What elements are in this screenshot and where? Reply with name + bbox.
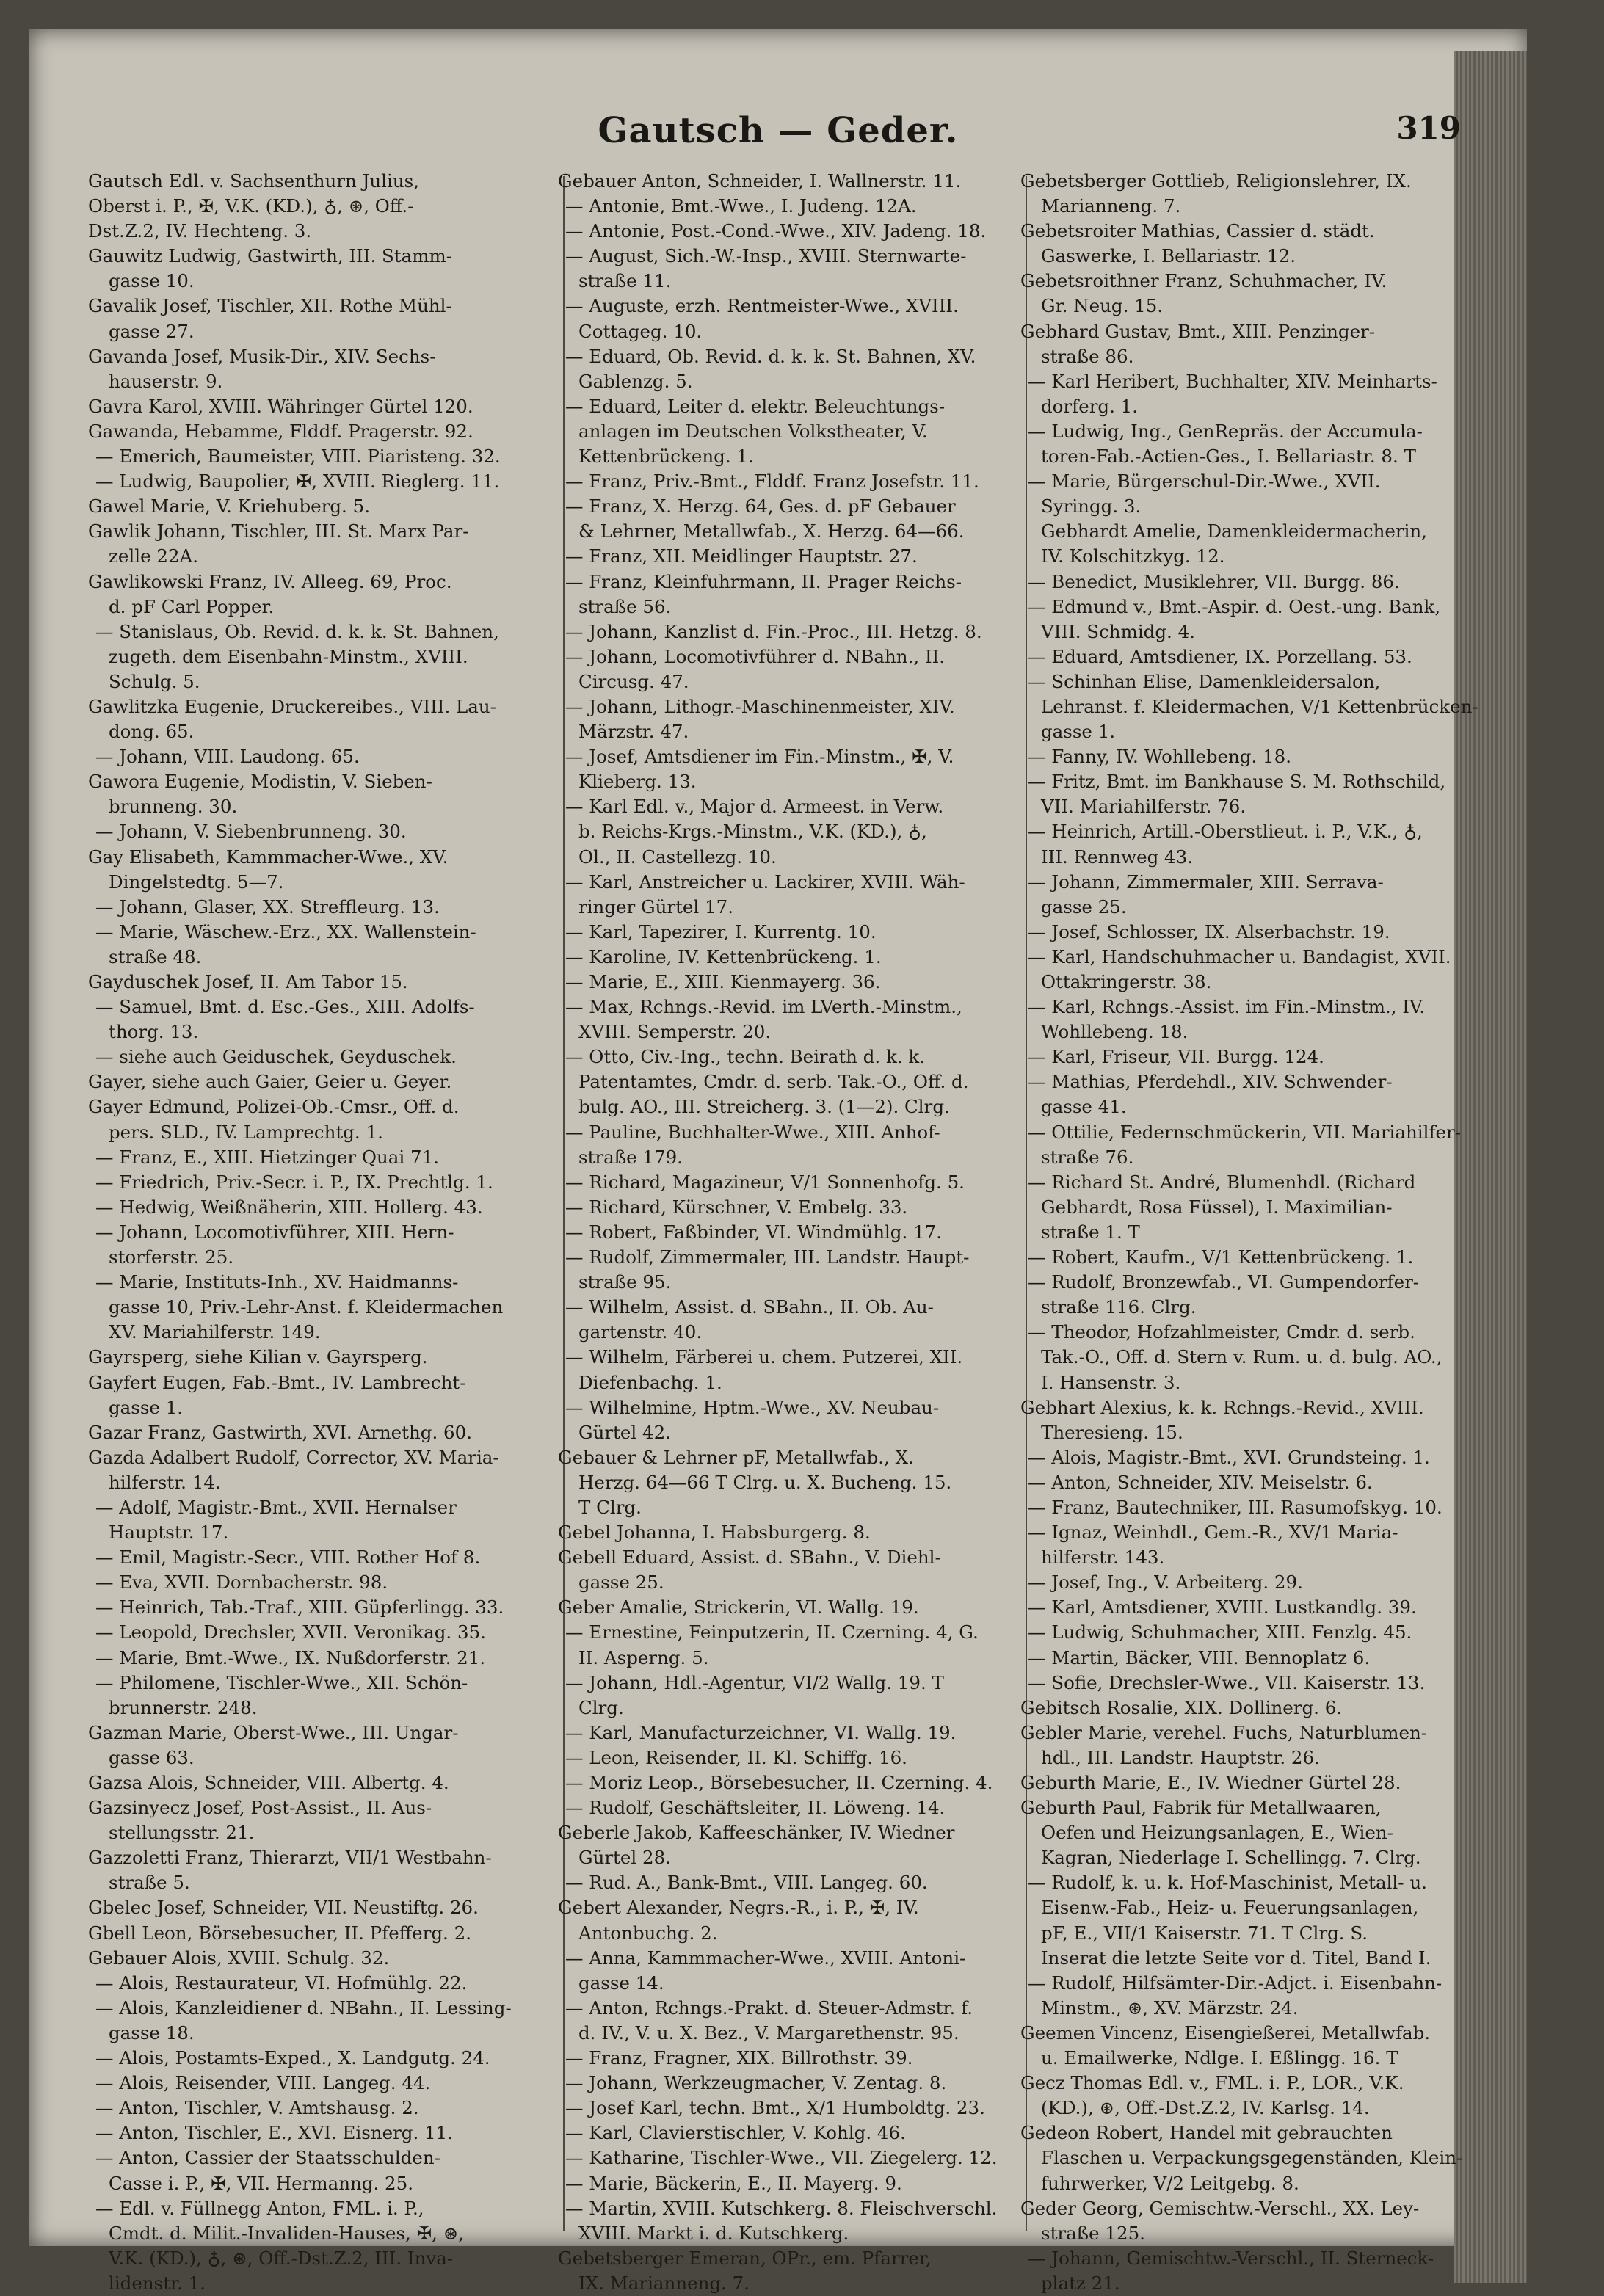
directory-line: — Karl, Manufacturzeichner, VI. Wallg. 19.: [565, 1721, 957, 1743]
directory-line: — Anton, Tischler, V. Amtshausg. 2.: [95, 2097, 419, 2119]
directory-line: Gazman Marie, Oberst-Wwe., III. Ungar-: [88, 1721, 459, 1743]
directory-line: — Katharine, Tischler-Wwe., VII. Ziegelerg. 12.: [565, 2147, 998, 2169]
directory-line: Gebetsroithner Franz, Schuhmacher, IV.: [1020, 270, 1387, 292]
directory-line: platz 21.: [1041, 2272, 1120, 2294]
directory-line: — Robert, Faßbinder, VI. Windmühlg. 17.: [565, 1221, 943, 1243]
directory-line: bulg. AO., III. Streicherg. 3. (1—2). Clrg.: [578, 1096, 950, 1118]
directory-line: — Alois, Postamts-Exped., X. Landgutg. 24.: [95, 2047, 490, 2069]
directory-line: I. Hansenstr. 3.: [1041, 1371, 1181, 1393]
directory-line: storferstr. 25.: [109, 1246, 234, 1268]
directory-line: V.K. (KD.), ♁, ⊛, Off.-Dst.Z.2, III. Inva-: [109, 2247, 454, 2269]
directory-line: — Johann, Locomotivführer d. NBahn., II.: [565, 645, 946, 667]
directory-line: straße 86.: [1041, 345, 1134, 367]
directory-line: — Martin, Bäcker, VIII. Bennoplatz 6.: [1028, 1646, 1371, 1668]
directory-line: — Rudolf, Zimmermaler, III. Landstr. Haupt-: [565, 1246, 970, 1268]
column-2: [558, 169, 1013, 2294]
directory-line: Gazzoletti Franz, Thierarzt, VII/1 Westbahn-: [88, 1847, 492, 1869]
directory-line: toren-Fab.-Actien-Ges., I. Bellariastr. 8. T: [1041, 446, 1416, 468]
directory-line: — August, Sich.-W.-Insp., XVIII. Sternwarte-: [565, 245, 967, 267]
column-1: [88, 169, 543, 2294]
directory-line: Dst.Z.2, IV. Hechteng. 3.: [88, 220, 312, 242]
directory-line: Gebert Alexander, Negrs.-R., i. P., ✠, IV.: [558, 1897, 919, 1919]
directory-line: Gebetsberger Emeran, OPr., em. Pfarrer,: [558, 2247, 932, 2269]
directory-line: Geburth Paul, Fabrik für Metallwaaren,: [1020, 1797, 1382, 1819]
directory-line: Gebel Johanna, I. Habsburgerg. 8.: [558, 1522, 871, 1544]
directory-line: Gawlikowski Franz, IV. Alleeg. 69, Proc.: [88, 570, 452, 592]
directory-line: stellungsstr. 21.: [109, 1822, 255, 1844]
directory-line: Gazsinyecz Josef, Post-Assist., II. Aus-: [88, 1797, 432, 1819]
directory-page: [29, 29, 1527, 2294]
directory-line: gasse 25.: [1041, 895, 1127, 918]
directory-line: Ol., II. Castellezg. 10.: [578, 846, 777, 868]
directory-line: Gauwitz Ludwig, Gastwirth, III. Stamm-: [88, 245, 453, 267]
directory-line: Gecz Thomas Edl. v., FML. i. P., LOR., V.K.: [1020, 2072, 1404, 2094]
directory-line: Gbelec Josef, Schneider, VII. Neustiftg. 26.: [88, 1897, 479, 1919]
directory-line: — Ludwig, Schuhmacher, XIII. Fenzlg. 45.: [1028, 1621, 1412, 1643]
directory-line: IX. Marianneng. 7.: [578, 2272, 750, 2294]
directory-line: Lehranst. f. Kleidermachen, V/1 Kettenbrücken-: [1041, 695, 1478, 717]
directory-line: — Franz, Bautechniker, III. Rasumofskyg. 10.: [1028, 1496, 1442, 1518]
directory-line: Eisenw.-Fab., Heiz- u. Feuerungsanlagen,: [1041, 1897, 1419, 1919]
directory-line: gasse 10, Priv.-Lehr-Anst. f. Kleidermachen: [109, 1296, 504, 1318]
directory-line: Gazar Franz, Gastwirth, XVI. Arnethg. 60.: [88, 1421, 473, 1443]
directory-line: — Johann, Werkzeugmacher, V. Zentag. 8.: [565, 2072, 947, 2094]
directory-line: Herzg. 64—66 T Clrg. u. X. Bucheng. 15.: [578, 1471, 952, 1493]
directory-line: — Franz, Priv.-Bmt., Flddf. Franz Josefstr. 11.: [565, 471, 979, 493]
directory-line: — Adolf, Magistr.-Bmt., XVII. Hernalser: [95, 1496, 457, 1518]
directory-line: — Emil, Magistr.-Secr., VIII. Rother Hof 8.: [95, 1547, 481, 1569]
directory-line: Gebhard Gustav, Bmt., XIII. Penzinger-: [1020, 320, 1376, 342]
directory-line: — Marie, Bäckerin, E., II. Mayerg. 9.: [565, 2172, 902, 2194]
directory-line: Gawlik Johann, Tischler, III. St. Marx Par-: [88, 520, 469, 542]
directory-line: — Mathias, Pferdehdl., XIV. Schwender-: [1028, 1071, 1393, 1093]
directory-line: — Antonie, Bmt.-Wwe., I. Judeng. 12A.: [565, 195, 917, 217]
directory-line: Geberle Jakob, Kaffeeschänker, IV. Wiedner: [558, 1822, 955, 1844]
directory-line: — Franz, E., XIII. Hietzinger Quai 71.: [95, 1146, 439, 1168]
directory-line: straße 56.: [578, 595, 672, 617]
directory-line: Gebetsberger Gottlieb, Religionslehrer, IX.: [1020, 170, 1412, 192]
directory-line: — Johann, Gemischtw.-Verschl., II. Sterneck-: [1028, 2247, 1434, 2269]
directory-line: lidenstr. 1.: [109, 2272, 206, 2294]
directory-line: Gebauer Alois, XVIII. Schulg. 32.: [88, 1947, 390, 1969]
directory-line: hauserstr. 9.: [109, 370, 223, 392]
directory-line: — Karl, Handschuhmacher u. Bandagist, XVII.: [1028, 945, 1451, 967]
directory-line: straße 5.: [109, 1872, 190, 1894]
directory-line: Gayrsperg, siehe Kilian v. Gayrsperg.: [88, 1346, 428, 1368]
directory-line: gasse 41.: [1041, 1096, 1127, 1118]
directory-line: Inserat die letzte Seite vor d. Titel, Band I.: [1041, 1947, 1431, 1969]
directory-line: Gebler Marie, verehel. Fuchs, Naturblumen-: [1020, 1721, 1428, 1743]
directory-line: straße 179.: [578, 1146, 683, 1168]
directory-line: Gürtel 42.: [578, 1421, 671, 1443]
directory-line: Clrg.: [578, 1696, 624, 1718]
directory-line: Gebhart Alexius, k. k. Rchngs.-Revid., XVIII.: [1020, 1396, 1424, 1418]
directory-line: — siehe auch Geiduschek, Geyduschek.: [95, 1046, 457, 1068]
directory-line: — Anna, Kammmacher-Wwe., XVIII. Antoni-: [565, 1947, 966, 1969]
directory-line: IV. Kolschitzkyg. 12.: [1041, 545, 1225, 567]
directory-line: Gebauer Anton, Schneider, I. Wallnerstr. 11.: [558, 170, 962, 192]
directory-line: XVIII. Semperstr. 20.: [578, 1021, 772, 1043]
directory-line: — Rudolf, k. u. k. Hof-Maschinist, Metall- u.: [1028, 1872, 1427, 1894]
directory-line: hilferstr. 14.: [109, 1471, 221, 1493]
directory-line: — Anton, Schneider, XIV. Meiselstr. 6.: [1028, 1471, 1373, 1493]
directory-line: — Karoline, IV. Kettenbrückeng. 1.: [565, 945, 882, 967]
directory-line: — Karl Heribert, Buchhalter, XIV. Meinharts-: [1028, 370, 1437, 392]
directory-line: — Rudolf, Hilfsämter-Dir.-Adjct. i. Eisenbahn-: [1028, 1972, 1442, 1994]
directory-line: — Alois, Restaurateur, VI. Hofmühlg. 22.: [95, 1972, 468, 1994]
directory-line: Gawlitzka Eugenie, Druckereibes., VIII. Lau-: [88, 695, 496, 717]
page-header: [29, 110, 1527, 169]
directory-line: — Marie, Wäschew.-Erz., XX. Wallenstein-: [95, 920, 476, 942]
directory-line: Gablenzg. 5.: [578, 370, 693, 392]
directory-columns: [88, 169, 1478, 2294]
directory-line: b. Reichs-Krgs.-Minstm., V.K. (KD.), ♁,: [578, 821, 927, 843]
directory-line: Gavalik Josef, Tischler, XII. Rothe Mühl-: [88, 295, 452, 317]
directory-line: — Philomene, Tischler-Wwe., XII. Schön-: [95, 1671, 468, 1693]
directory-line: straße 95.: [578, 1271, 672, 1293]
directory-line: Märzstr. 47.: [578, 721, 689, 743]
directory-line: — Robert, Kaufm., V/1 Kettenbrückeng. 1.: [1028, 1246, 1414, 1268]
directory-line: XVIII. Markt i. d. Kutschkerg.: [578, 2222, 849, 2244]
directory-line: — Marie, E., XIII. Kienmayerg. 36.: [565, 971, 881, 992]
directory-line: — Fanny, IV. Wohllebeng. 18.: [1028, 746, 1292, 768]
directory-line: — Richard St. André, Blumenhdl. (Richard: [1028, 1171, 1416, 1193]
directory-line: — Anton, Tischler, E., XVI. Eisnerg. 11.: [95, 2122, 454, 2144]
directory-line: Gayduschek Josef, II. Am Tabor 15.: [88, 971, 408, 992]
directory-line: Antonbuchg. 2.: [578, 1922, 718, 1944]
directory-line: VII. Mariahilferstr. 76.: [1041, 796, 1246, 818]
directory-line: — Josef, Ing., V. Arbeiterg. 29.: [1028, 1572, 1303, 1594]
directory-line: T Clrg.: [578, 1496, 642, 1518]
directory-line: gasse 18.: [109, 2021, 195, 2043]
directory-line: — Josef, Schlosser, IX. Alserbachstr. 19.: [1028, 920, 1390, 942]
directory-line: — Johann, V. Siebenbrunneng. 30.: [95, 821, 407, 843]
directory-line: — Karl, Anstreicher u. Lackirer, XVIII. Wäh-: [565, 871, 965, 893]
directory-line: Gebetsroiter Mathias, Cassier d. städt.: [1020, 220, 1375, 242]
directory-line: — Rudolf, Bronzewfab., VI. Gumpendorfer-: [1028, 1271, 1420, 1293]
directory-line: gasse 10.: [109, 270, 195, 292]
directory-line: Gayer, siehe auch Gaier, Geier u. Geyer.: [88, 1071, 452, 1093]
directory-line: Cottageg. 10.: [578, 320, 703, 342]
directory-line: Gazsa Alois, Schneider, VIII. Albertg. 4.: [88, 1772, 449, 1793]
directory-line: hdl., III. Landstr. Hauptstr. 26.: [1041, 1746, 1320, 1768]
directory-line: straße 76.: [1041, 1146, 1134, 1168]
directory-line: thorg. 13.: [109, 1021, 199, 1043]
directory-line: Geder Georg, Gemischtw.-Verschl., XX. Ley-: [1020, 2197, 1420, 2219]
directory-line: Klieberg. 13.: [578, 771, 697, 793]
directory-line: — Heinrich, Tab.-Traf., XIII. Güpferlingg. 33.: [95, 1596, 504, 1619]
directory-line: Gautsch Edl. v. Sachsenthurn Julius,: [88, 170, 419, 192]
directory-line: Gebitsch Rosalie, XIX. Dollinerg. 6.: [1020, 1696, 1343, 1718]
directory-line: — Fritz, Bmt. im Bankhause S. M. Rothschild,: [1028, 771, 1446, 793]
directory-line: — Johann, Hdl.-Agentur, VI/2 Wallg. 19. T: [565, 1671, 944, 1693]
directory-line: gartenstr. 40.: [578, 1321, 703, 1343]
directory-line: Theresieng. 15.: [1041, 1421, 1183, 1443]
directory-line: Gebell Eduard, Assist. d. SBahn., V. Diehl-: [558, 1547, 941, 1569]
directory-line: Oefen und Heizungsanlagen, E., Wien-: [1041, 1822, 1393, 1844]
directory-line: Casse i. P., ✠, VII. Hermanng. 25.: [109, 2172, 414, 2194]
directory-line: — Wilhelm, Assist. d. SBahn., II. Ob. Au-: [565, 1296, 934, 1318]
directory-line: Gebhardt, Rosa Füssel), I. Maximilian-: [1041, 1196, 1393, 1218]
directory-line: Flaschen u. Verpackungsgegenständen, Klein-: [1041, 2147, 1463, 2169]
directory-line: Marianneng. 7.: [1041, 195, 1181, 217]
directory-line: — Johann, Zimmermaler, XIII. Serrava-: [1028, 871, 1384, 893]
directory-line: — Johann, VIII. Laudong. 65.: [95, 746, 360, 768]
directory-line: — Leopold, Drechsler, XVII. Veronikag. 35.: [95, 1621, 486, 1643]
directory-line: — Karl, Clavierstischler, V. Kohlg. 46.: [565, 2122, 906, 2144]
directory-line: — Franz, Kleinfuhrmann, II. Prager Reichs-: [565, 570, 962, 592]
directory-line: — Franz, X. Herzg. 64, Ges. d. pF Gebauer: [565, 495, 956, 517]
directory-line: Gawel Marie, V. Kriehuberg. 5.: [88, 495, 371, 517]
directory-line: — Antonie, Post.-Cond.-Wwe., XIV. Jadeng. 18.: [565, 220, 987, 242]
directory-line: Gayer Edmund, Polizei-Ob.-Cmsr., Off. d.: [88, 1096, 460, 1118]
directory-line: — Theodor, Hofzahlmeister, Cmdr. d. serb.: [1028, 1321, 1415, 1343]
directory-line: straße 48.: [109, 945, 202, 967]
directory-line: — Ernestine, Feinputzerin, II. Czerning. 4, G.: [565, 1621, 979, 1643]
directory-line: — Johann, Glaser, XX. Streffleurg. 13.: [95, 895, 440, 918]
directory-line: Oberst i. P., ✠, V.K. (KD.), ♁, ⊛, Off.-: [88, 195, 414, 217]
directory-line: — Auguste, erzh. Rentmeister-Wwe., XVIII.: [565, 295, 959, 317]
directory-line: — Franz, Fragner, XIX. Billrothstr. 39.: [565, 2047, 913, 2069]
directory-line: — Hedwig, Weißnäherin, XIII. Hollerg. 43.: [95, 1196, 483, 1218]
directory-line: Patentamtes, Cmdr. d. serb. Tak.-O., Off. d.: [578, 1071, 969, 1093]
directory-line: dong. 65.: [109, 721, 195, 743]
directory-line: Gawanda, Hebamme, Flddf. Pragerstr. 92.: [88, 420, 473, 442]
directory-line: Kagran, Niederlage I. Schellingg. 7. Clrg.: [1041, 1847, 1421, 1869]
directory-line: — Richard, Magazineur, V/1 Sonnenhofg. 5.: [565, 1171, 965, 1193]
directory-line: — Johann, Lithogr.-Maschinenmeister, XIV.: [565, 695, 955, 717]
directory-line: u. Emailwerke, Ndlge. I. Eßlingg. 16. T: [1041, 2047, 1398, 2069]
directory-line: — Eduard, Ob. Revid. d. k. k. St. Bahnen, XV.: [565, 345, 976, 367]
directory-line: d. IV., V. u. X. Bez., V. Margarethenstr. 95.: [578, 2021, 959, 2043]
directory-line: Gayfert Eugen, Fab.-Bmt., IV. Lambrecht-: [88, 1371, 466, 1393]
directory-line: — Anton, Cassier der Staatsschulden-: [95, 2147, 440, 2169]
directory-line: gasse 63.: [109, 1746, 195, 1768]
directory-line: — Franz, XII. Meidlinger Hauptstr. 27.: [565, 545, 918, 567]
directory-line: Hauptstr. 17.: [109, 1522, 229, 1544]
directory-line: pF, E., VII/1 Kaiserstr. 71. T Clrg. S.: [1041, 1922, 1368, 1944]
directory-line: Gay Elisabeth, Kammmacher-Wwe., XV.: [88, 846, 449, 868]
directory-line: — Heinrich, Artill.-Oberstlieut. i. P., V.K., ♁,: [1028, 821, 1423, 843]
directory-line: Circusg. 47.: [578, 670, 689, 692]
directory-line: gasse 27.: [109, 320, 195, 342]
directory-line: — Alois, Kanzleidiener d. NBahn., II. Lessing-: [95, 1997, 512, 2019]
directory-line: — Eduard, Amtsdiener, IX. Porzellang. 53.: [1028, 645, 1412, 667]
directory-line: — Otto, Civ.-Ing., techn. Beirath d. k. k.: [565, 1046, 926, 1068]
directory-line: gasse 1.: [109, 1396, 184, 1418]
directory-line: Geber Amalie, Strickerin, VI. Wallg. 19.: [558, 1596, 919, 1619]
directory-line: hilferstr. 143.: [1041, 1547, 1165, 1569]
directory-line: straße 125.: [1041, 2222, 1145, 2244]
directory-line: — Martin, XVIII. Kutschkerg. 8. Fleischverschl.: [565, 2197, 998, 2219]
directory-line: — Alois, Reisender, VIII. Langeg. 44.: [95, 2072, 431, 2094]
directory-line: — Karl, Friseur, VII. Burgg. 124.: [1028, 1046, 1324, 1068]
directory-line: zelle 22A.: [109, 545, 199, 567]
directory-line: Ottakringerstr. 38.: [1041, 971, 1212, 992]
directory-line: — Wilhelm, Färberei u. chem. Putzerei, XII.: [565, 1346, 963, 1368]
directory-line: XV. Mariahilferstr. 149.: [109, 1321, 321, 1343]
directory-line: straße 1. T: [1041, 1221, 1140, 1243]
directory-line: Geburth Marie, E., IV. Wiedner Gürtel 28.: [1020, 1772, 1401, 1793]
directory-line: — Friedrich, Priv.-Secr. i. P., IX. Prechtlg. 1.: [95, 1171, 493, 1193]
directory-line: — Leon, Reisender, II. Kl. Schiffg. 16.: [565, 1746, 907, 1768]
directory-line: gasse 1.: [1041, 721, 1116, 743]
directory-line: — Josef, Amtsdiener im Fin.-Minstm., ✠, V.: [565, 746, 954, 768]
directory-line: (KD.), ⊛, Off.-Dst.Z.2, IV. Karlsg. 14.: [1041, 2097, 1370, 2119]
directory-line: Gavanda Josef, Musik-Dir., XIV. Sechs-: [88, 345, 436, 367]
directory-line: gasse 25.: [578, 1572, 664, 1594]
directory-line: Gr. Neug. 15.: [1041, 295, 1164, 317]
directory-line: Diefenbachg. 1.: [578, 1371, 722, 1393]
directory-line: — Ignaz, Weinhdl., Gem.-R., XV/1 Maria-: [1028, 1522, 1398, 1544]
directory-line: — Marie, Instituts-Inh., XV. Haidmanns-: [95, 1271, 459, 1293]
directory-line: — Edmund v., Bmt.-Aspir. d. Oest.-ung. Bank,: [1028, 595, 1441, 617]
directory-line: — Emerich, Baumeister, VIII. Piaristeng. 32.: [95, 446, 501, 468]
directory-line: — Wilhelmine, Hptm.-Wwe., XV. Neubau-: [565, 1396, 940, 1418]
directory-line: straße 116. Clrg.: [1041, 1296, 1197, 1318]
directory-line: — Karl Edl. v., Major d. Armeest. in Verw.: [565, 796, 944, 818]
directory-line: Gazda Adalbert Rudolf, Corrector, XV. Maria-: [88, 1446, 499, 1468]
directory-line: brunneng. 30.: [109, 796, 238, 818]
directory-line: Gawora Eugenie, Modistin, V. Sieben-: [88, 771, 432, 793]
directory-line: — Karl, Rchngs.-Assist. im Fin.-Minstm., IV.: [1028, 996, 1426, 1018]
directory-line: Gbell Leon, Börsebesucher, II. Pfefferg. 2.: [88, 1922, 471, 1944]
directory-line: — Sofie, Drechsler-Wwe., VII. Kaiserstr. 13.: [1028, 1671, 1426, 1693]
directory-line: Gebhardt Amelie, Damenkleidermacherin,: [1041, 520, 1427, 542]
directory-line: — Johann, Kanzlist d. Fin.-Proc., III. Hetzg. 8.: [565, 620, 982, 642]
directory-line: ringer Gürtel 17.: [578, 895, 734, 918]
directory-line: — Marie, Bürgerschul-Dir.-Wwe., XVII.: [1028, 471, 1381, 493]
directory-line: — Benedict, Musiklehrer, VII. Burgg. 86.: [1028, 570, 1400, 592]
directory-line: Cmdt. d. Milit.-Invaliden-Hauses, ✠, ⊛,: [109, 2222, 465, 2244]
directory-line: & Lehrner, Metallwfab., X. Herzg. 64—66.: [578, 520, 965, 542]
directory-line: d. pF Carl Popper.: [109, 595, 275, 617]
directory-line: — Karl, Amtsdiener, XVIII. Lustkandlg. 39.: [1028, 1596, 1417, 1619]
directory-line: — Ottilie, Federnschmückerin, VII. Mariahilfer-: [1028, 1121, 1462, 1143]
directory-line: — Ludwig, Ing., GenRepräs. der Accumula-: [1028, 420, 1423, 442]
directory-line: — Stanislaus, Ob. Revid. d. k. k. St. Bahnen,: [95, 620, 499, 642]
directory-line: — Johann, Locomotivführer, XIII. Hern-: [95, 1221, 454, 1243]
directory-line: II. Asperng. 5.: [578, 1646, 709, 1668]
directory-line: — Moriz Leop., Börsebesucher, II. Czerning. 4.: [565, 1772, 993, 1793]
directory-line: — Alois, Magistr.-Bmt., XVI. Grundsteing. 1.: [1028, 1446, 1430, 1468]
directory-line: — Max, Rchngs.-Revid. im LVerth.-Minstm.,: [565, 996, 962, 1018]
directory-line: VIII. Schmidg. 4.: [1041, 620, 1195, 642]
directory-line: — Karl, Tapezirer, I. Kurrentg. 10.: [565, 920, 877, 942]
directory-line: Syringg. 3.: [1041, 495, 1142, 517]
directory-line: — Eva, XVII. Dornbacherstr. 98.: [95, 1572, 388, 1594]
directory-line: Gaswerke, I. Bellariastr. 12.: [1041, 245, 1296, 267]
directory-line: — Josef Karl, techn. Bmt., X/1 Humboldtg. 23.: [565, 2097, 985, 2119]
directory-line: Gürtel 28.: [578, 1847, 671, 1869]
directory-line: — Anton, Rchngs.-Prakt. d. Steuer-Admstr. f.: [565, 1997, 973, 2019]
directory-line: anlagen im Deutschen Volkstheater, V.: [578, 420, 928, 442]
directory-line: — Ludwig, Baupolier, ✠, XVIII. Rieglerg. 11.: [95, 471, 500, 493]
directory-line: Gebauer & Lehrner pF, Metallwfab., X.: [558, 1446, 914, 1468]
directory-line: — Edl. v. Füllnegg Anton, FML. i. P.,: [95, 2197, 424, 2219]
column-3: [1020, 169, 1478, 2294]
directory-line: III. Rennweg 43.: [1041, 846, 1194, 868]
directory-line: — Richard, Kürschner, V. Embelg. 33.: [565, 1196, 908, 1218]
running-head: Gautsch — Geder.: [598, 110, 959, 151]
directory-line: Gavra Karol, XVIII. Währinger Gürtel 120.: [88, 395, 473, 417]
directory-line: Gedeon Robert, Handel mit gebrauchten: [1020, 2122, 1393, 2144]
directory-line: Wohllebeng. 18.: [1041, 1021, 1189, 1043]
directory-line: brunnerstr. 248.: [109, 1696, 258, 1718]
directory-line: pers. SLD., IV. Lamprechtg. 1.: [109, 1121, 383, 1143]
directory-line: straße 11.: [578, 270, 672, 292]
directory-line: Dingelstedtg. 5—7.: [109, 871, 284, 893]
directory-line: — Marie, Bmt.-Wwe., IX. Nußdorferstr. 21.: [95, 1646, 486, 1668]
directory-line: dorferg. 1.: [1041, 395, 1139, 417]
directory-line: — Samuel, Bmt. d. Esc.-Ges., XIII. Adolfs-: [95, 996, 475, 1018]
directory-line: Schulg. 5.: [109, 670, 200, 692]
directory-line: gasse 14.: [578, 1972, 664, 1994]
directory-line: — Schinhan Elise, Damenkleidersalon,: [1028, 670, 1381, 692]
directory-line: — Eduard, Leiter d. elektr. Beleuchtungs-: [565, 395, 946, 417]
directory-line: Tak.-O., Off. d. Stern v. Rum. u. d. bulg. AO.,: [1041, 1346, 1442, 1368]
directory-line: zugeth. dem Eisenbahn-Minstm., XVIII.: [109, 645, 468, 667]
directory-line: Kettenbrückeng. 1.: [578, 446, 754, 468]
directory-line: fuhrwerker, V/2 Leitgebg. 8.: [1041, 2172, 1299, 2194]
directory-line: Geemen Vincenz, Eisengießerei, Metallwfab.: [1020, 2021, 1431, 2043]
directory-line: Minstm., ⊛, XV. Märzstr. 24.: [1041, 1997, 1299, 2019]
page-number: 319: [1396, 110, 1461, 146]
directory-line: — Pauline, Buchhalter-Wwe., XIII. Anhof-: [565, 1121, 940, 1143]
directory-line: — Rud. A., Bank-Bmt., VIII. Langeg. 60.: [565, 1872, 928, 1894]
directory-line: — Rudolf, Geschäftsleiter, II. Löweng. 14.: [565, 1797, 946, 1819]
